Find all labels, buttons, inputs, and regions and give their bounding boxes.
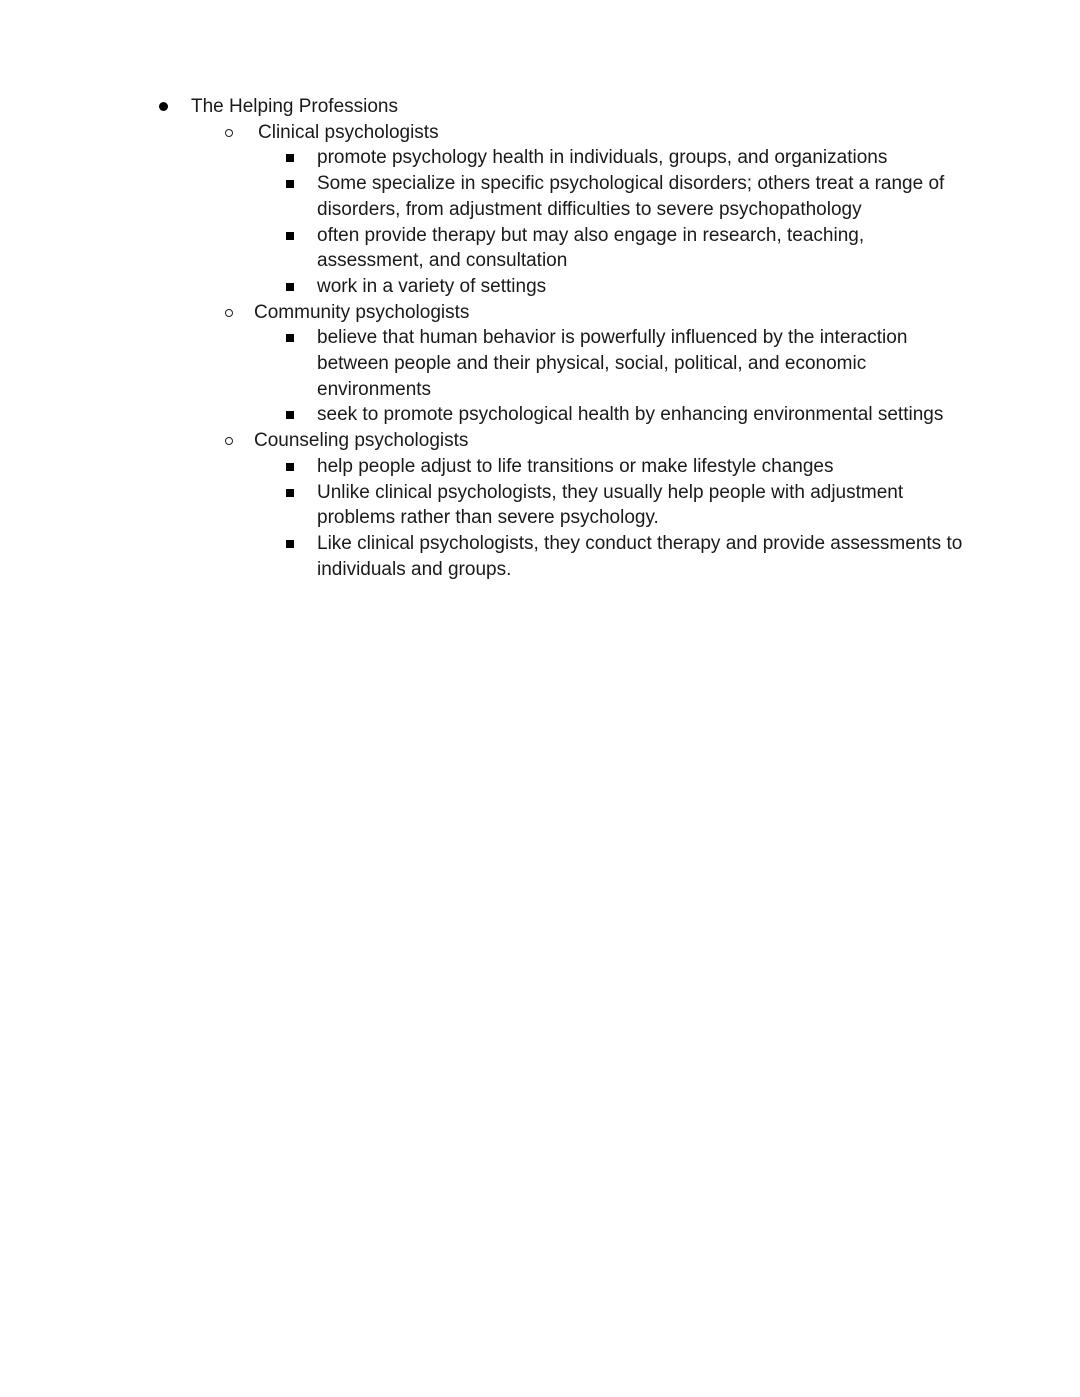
outline-item-level-2 bbox=[0, 428, 1080, 454]
section-title: Counseling psychologists bbox=[254, 430, 469, 452]
point-text: individuals and groups. bbox=[317, 558, 512, 580]
outline-item-level-3 bbox=[0, 402, 1080, 428]
point-text: assessment, and consultation bbox=[317, 250, 568, 272]
outline-item-level-3 bbox=[0, 531, 1080, 582]
outline-item-level-3 bbox=[0, 325, 1080, 402]
point-text: promote psychology health in individuals, groups, and organizations bbox=[317, 147, 888, 169]
point-text: often provide therapy but may also engage in research, teaching, bbox=[317, 224, 865, 246]
outline-item-level-2 bbox=[0, 120, 1080, 146]
section-title: Clinical psychologists bbox=[258, 121, 439, 143]
point-text: help people adjust to life transitions or make lifestyle changes bbox=[317, 455, 834, 477]
outline-item-level-1 bbox=[0, 94, 1080, 120]
filled-circle-bullet-icon bbox=[159, 102, 168, 111]
outline bbox=[0, 94, 1080, 582]
hollow-circle-bullet-icon bbox=[225, 309, 233, 317]
section-title: Community psychologists bbox=[254, 301, 470, 323]
outline-item-level-3 bbox=[0, 223, 1080, 274]
outline-item-level-3 bbox=[0, 454, 1080, 480]
outline-item-level-3 bbox=[0, 274, 1080, 300]
point-text: believe that human behavior is powerfully influenced by the interaction bbox=[317, 327, 908, 349]
hollow-circle-bullet-icon bbox=[225, 129, 233, 137]
point-text: disorders, from adjustment difficulties to severe psychopathology bbox=[317, 198, 862, 220]
hollow-circle-bullet-icon bbox=[225, 437, 233, 445]
outline-item-level-3 bbox=[0, 171, 1080, 222]
outline-item-level-3 bbox=[0, 145, 1080, 171]
point-text: work in a variety of settings bbox=[317, 275, 547, 297]
heading-text: The Helping Professions bbox=[191, 96, 398, 117]
point-text: Unlike clinical psychologists, they usually help people with adjustment bbox=[317, 481, 904, 503]
point-text: Some specialize in specific psychological disorders; others treat a range of bbox=[317, 173, 945, 195]
point-text: seek to promote psychological health by enhancing environmental settings bbox=[317, 404, 944, 426]
outline-item-level-3 bbox=[0, 480, 1080, 531]
outline-item-level-2 bbox=[0, 300, 1080, 326]
point-text: problems rather than severe psychology. bbox=[317, 507, 659, 529]
point-text: environments bbox=[317, 378, 432, 400]
point-text: Like clinical psychologists, they conduct therapy and provide assessments to bbox=[317, 532, 963, 554]
point-text: between people and their physical, social, political, and economic bbox=[317, 353, 867, 375]
